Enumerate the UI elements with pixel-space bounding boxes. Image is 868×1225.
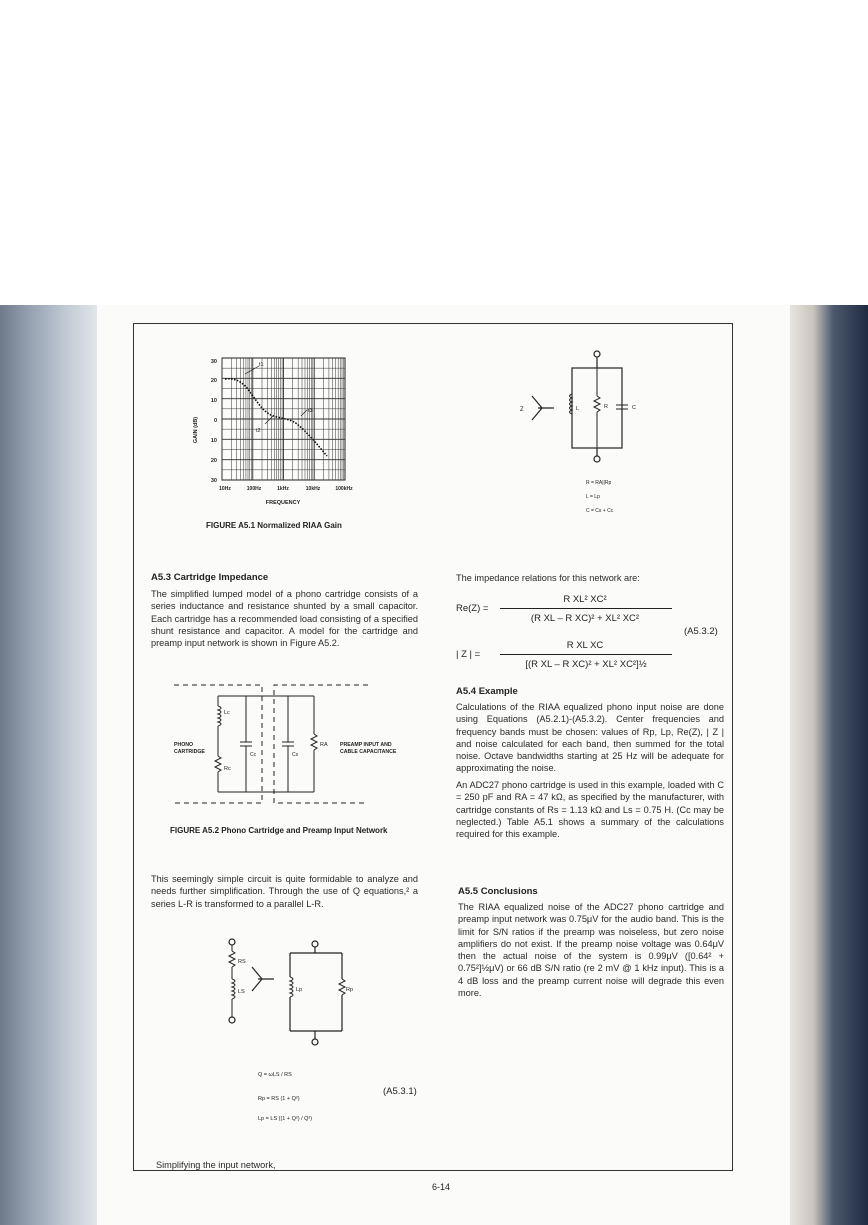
- label-rp: Rp: [346, 987, 354, 993]
- label-cable-capacitance: CABLE CAPACITANCE: [340, 749, 397, 755]
- transform-arrow-icon: [252, 967, 274, 991]
- legend-l: L = Lp: [586, 494, 600, 500]
- x-tick: 1kHz: [277, 486, 289, 492]
- legend-r: R = RA||Rp: [586, 480, 612, 486]
- label-lp: Lp: [296, 987, 303, 993]
- paragraph-a54-1: Calculations of the RIAA equalized phono input noise are done using Equations (A5.2.1)-(A5.3.2). Center frequencies and frequency bands must be chosen: values of Rp, Lp, Re(Z), | Z | and noise calculated for each band, then summed for the total noise. Octave bandwidths starting at 25 Hz will be adequate for approximating the noise.: [456, 702, 724, 774]
- inductor-lc-icon: [218, 706, 221, 726]
- y-tick: 30: [210, 478, 217, 484]
- simplifying-line: Simplifying the input network,: [156, 1160, 276, 1170]
- y-tick: 20: [210, 458, 217, 464]
- page-number: 6-14: [432, 1182, 451, 1192]
- resistor-rp-icon: [339, 979, 345, 995]
- equation-number-a532: (A5.3.2): [684, 626, 718, 637]
- paragraph-a55: The RIAA equalized noise of the ADC27 phono cartridge and preamp input network was 0.75μV for the audio band. This is the limit for S/N ratios if the preamp was noiseless, but zero noise amplifiers do not exist. If the preamp noise voltage was 0.64μV then the actual noise of the system is 0.99μV ([0.64² + 0.75²]½μV) or 66 dB S/N ratio (re 2 mV @ 1 kHz input). This is a 4 dB loss and the preamp current noise will degrade this even more.: [458, 902, 724, 999]
- equation-q: Q = ωLS / RS: [258, 1072, 292, 1078]
- label-r: R: [604, 404, 608, 410]
- label-rc: Rc: [224, 766, 231, 772]
- x-tick: 10Hz: [219, 486, 231, 492]
- marker-t1: t1: [259, 362, 264, 368]
- label-ra: RA: [320, 742, 328, 748]
- inductor-ls-icon: [232, 979, 235, 999]
- x-axis-label: FREQUENCY: [265, 500, 301, 506]
- label-preamp-input: PREAMP INPUT AND: [340, 742, 392, 748]
- paragraph-a54-2: An ADC27 phono cartridge is used in this example, loaded with C = 250 pF and RA = 47 kΩ, as specified by the manufacturer, with cartridge constants of Rs = 1.13 kΩ and Ls = 0.75 H. (Cc may be neglected.) Table A5.1 shows a summary of the calculations required for this example.: [456, 780, 724, 840]
- label-cs: Cs: [292, 752, 299, 758]
- re-z-denominator: (R XL – R XC)² + XL² XC²: [530, 613, 640, 624]
- legend-c: C = Cs + Cc: [586, 508, 614, 514]
- heading-a53: A5.3 Cartridge Impedance: [151, 572, 269, 583]
- equation-number-a531: (A5.3.1): [383, 1086, 417, 1097]
- impedance-intro: The impedance relations for this network are:: [456, 573, 640, 583]
- label-l: L: [576, 406, 580, 412]
- resistor-rc-icon: [215, 756, 221, 772]
- re-z-numerator: R XL² XC²: [563, 594, 607, 605]
- resistor-r-icon: [594, 396, 600, 412]
- label-phono: PHONO: [174, 742, 194, 748]
- marker-t3: t3: [308, 408, 313, 414]
- y-tick: 10: [210, 438, 217, 444]
- x-tick: 10kHz: [305, 486, 321, 492]
- book-spine-left: [0, 305, 97, 1225]
- re-z-label: Re(Z) =: [456, 603, 489, 614]
- mag-z-label: | Z | =: [456, 649, 481, 660]
- figure-a52-circuit: [170, 676, 405, 821]
- y-tick: 20: [210, 378, 217, 384]
- mag-z-numerator: R XL XC: [566, 640, 604, 651]
- figure-a51-caption: FIGURE A5.1 Normalized RIAA Gain: [206, 521, 342, 530]
- resistor-rs-icon: [229, 951, 235, 967]
- heading-a54: A5.4 Example: [456, 686, 518, 697]
- marker-t2: t2: [256, 428, 261, 434]
- label-lc: Lc: [224, 710, 230, 716]
- re-z-fraction-bar: [500, 608, 672, 609]
- figure-a51-graph: [185, 352, 385, 512]
- equation-rp: Rp = RS (1 + Q²): [258, 1096, 300, 1102]
- mag-z-denominator: [(R XL – R XC)² + XL² XC²]½: [525, 659, 647, 670]
- series-parallel-diagram: [222, 935, 352, 1060]
- equation-lp: Lp = LS ((1 + Q²) / Q²): [258, 1116, 313, 1122]
- y-tick: 10: [210, 398, 217, 404]
- x-tick: 100kHz: [335, 486, 353, 492]
- y-tick: 30: [210, 359, 217, 365]
- book-spine-right: [790, 305, 868, 1225]
- y-axis-label: GAIN (dB): [193, 416, 199, 444]
- label-cc: Cc: [250, 752, 257, 758]
- label-ls: LS: [238, 989, 245, 995]
- inductor-lp-icon: [290, 977, 293, 997]
- parallel-network-diagram: [510, 346, 670, 521]
- label-z: Z: [520, 407, 524, 413]
- label-cartridge: CARTRIDGE: [174, 749, 205, 755]
- y-tick: 0: [213, 418, 217, 424]
- mag-z-fraction-bar: [500, 654, 672, 655]
- paragraph-formidable: This seemingly simple circuit is quite formidable to analyze and needs further simplification. Through the use of Q equations,² a series L-R is transformed to a parallel L-R.: [151, 874, 418, 909]
- paragraph-a53: The simplified lumped model of a phono cartridge consists of a series inductance and resistance shunted by a small capacitor. Each cartridge has a recommended load consisting of a specified shunt resistance and capacitor. A model for the cartridge and preamp input network is shown in Figure A5.2.: [151, 589, 418, 649]
- label-c: C: [632, 405, 636, 411]
- label-rs: RS: [238, 959, 246, 965]
- heading-a55: A5.5 Conclusions: [458, 886, 538, 897]
- impedance-arrow-icon: [532, 396, 554, 420]
- figure-a52-caption: FIGURE A5.2 Phono Cartridge and Preamp Input Network: [170, 826, 388, 835]
- resistor-ra-icon: [311, 734, 317, 750]
- x-tick: 100Hz: [246, 486, 262, 492]
